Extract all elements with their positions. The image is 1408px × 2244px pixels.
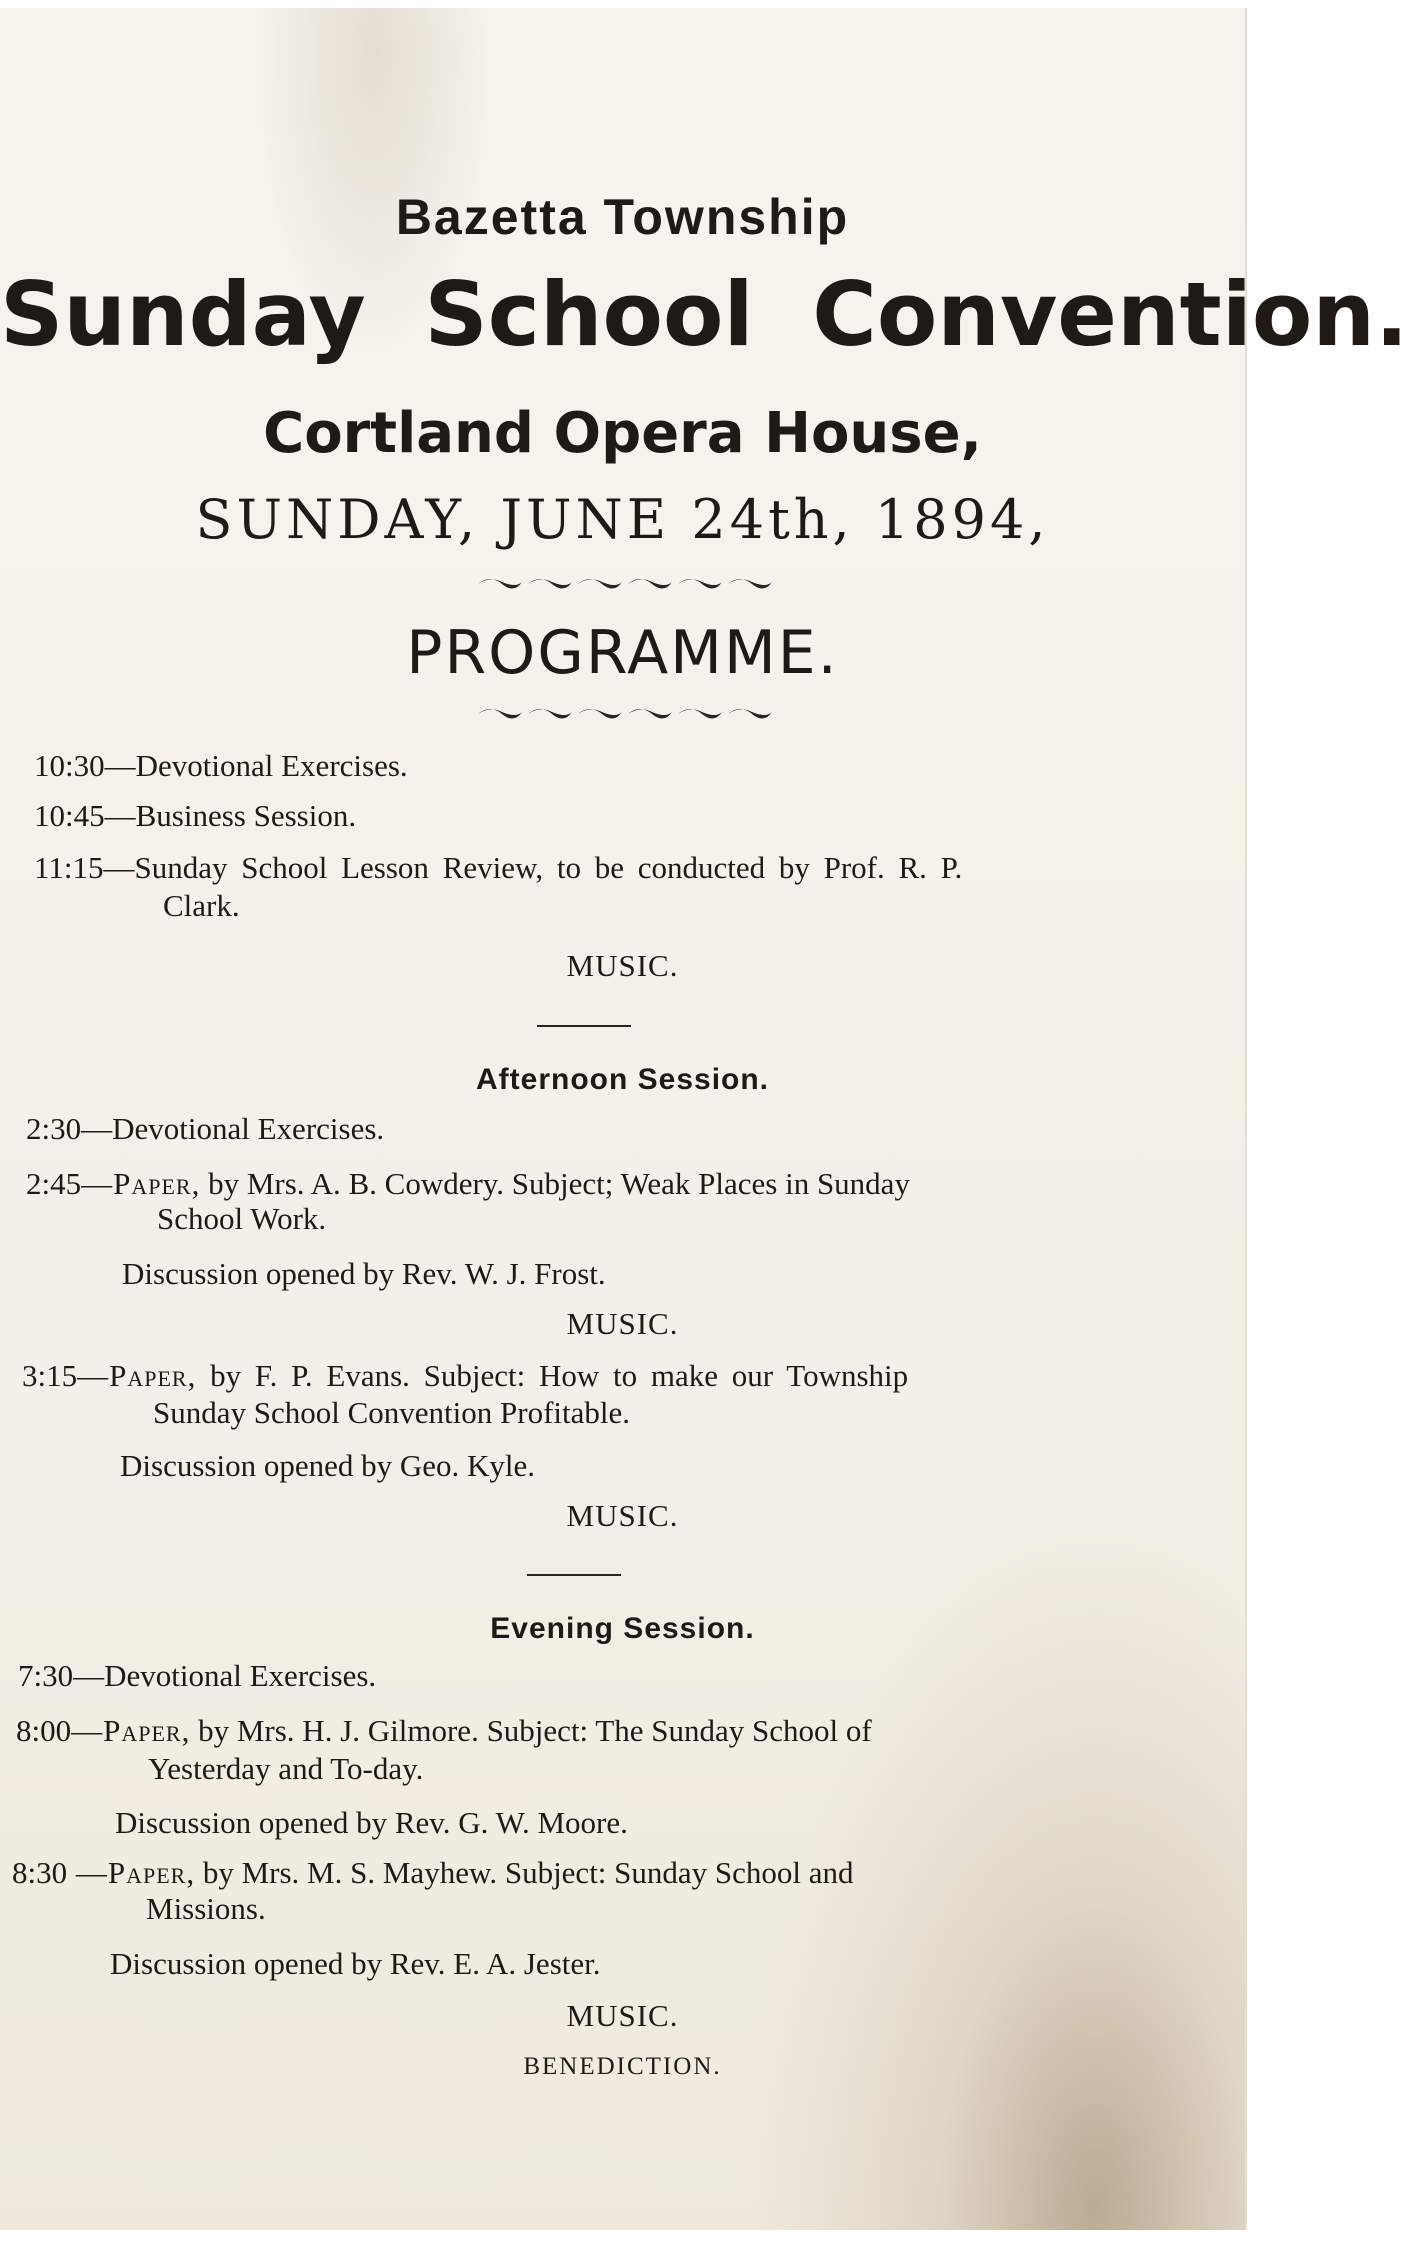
evening-session-heading: Evening Session. [490,1612,755,1645]
music-label: MUSIC. [566,1998,679,2033]
programme-heading: PROGRAMME. [406,618,839,688]
list-item: 2:45—Paper, by Mrs. A. B. Cowdery. Subject; Weak Places in Sunday [26,1166,910,1201]
list-item: 8:00—Paper, by Mrs. H. J. Gilmore. Subject: The Sunday School of [16,1713,872,1748]
music-label: MUSIC. [566,1498,679,1533]
afternoon-session-heading: Afternoon Session. [475,1063,770,1096]
venue-heading: Cortland Opera House, [263,401,982,466]
discussion-line: Discussion opened by Rev. G. W. Moore. [115,1805,628,1840]
list-item: 8:30 —Paper, by Mrs. M. S. Mayhew. Subject: Sunday School and [12,1855,854,1890]
list-item: 7:30—Devotional Exercises. [18,1658,377,1693]
music-label: MUSIC. [566,1306,679,1341]
list-item-continuation: School Work. [157,1201,327,1236]
event-date: SUNDAY, JUNE 24th, 1894, [195,488,1050,551]
discussion-line: Discussion opened by Geo. Kyle. [120,1448,535,1483]
list-item: 11:15—Sunday School Lesson Review, to be conducted by Prof. R. P. [34,850,963,885]
section-divider [527,1574,621,1576]
township-heading: Bazetta Township [395,189,850,245]
discussion-line: Discussion opened by Rev. W. J. Frost. [122,1256,606,1291]
list-item: 3:15—Paper, by F. P. Evans. Subject: How to make our Township [22,1358,909,1393]
convention-title: Sunday School Convention. [0,263,1408,366]
list-item-continuation: Clark. [163,888,240,923]
section-divider [537,1025,631,1027]
list-item: 10:45—Business Session. [34,798,357,833]
benediction-label: BENEDICTION. [523,2053,722,2080]
ornament-divider-icon [0,693,1245,735]
list-item: 10:30—Devotional Exercises. [34,748,408,783]
list-item-continuation: Missions. [146,1891,266,1926]
list-item-continuation: Sunday School Convention Profitable. [153,1395,631,1430]
programme-sheet [0,8,1408,2230]
discussion-line: Discussion opened by Rev. E. A. Jester. [110,1946,601,1981]
list-item-continuation: Yesterday and To-day. [148,1751,424,1786]
music-label: MUSIC. [566,948,679,983]
list-item: 2:30—Devotional Exercises. [26,1111,385,1146]
ornament-divider-icon [0,563,1245,605]
